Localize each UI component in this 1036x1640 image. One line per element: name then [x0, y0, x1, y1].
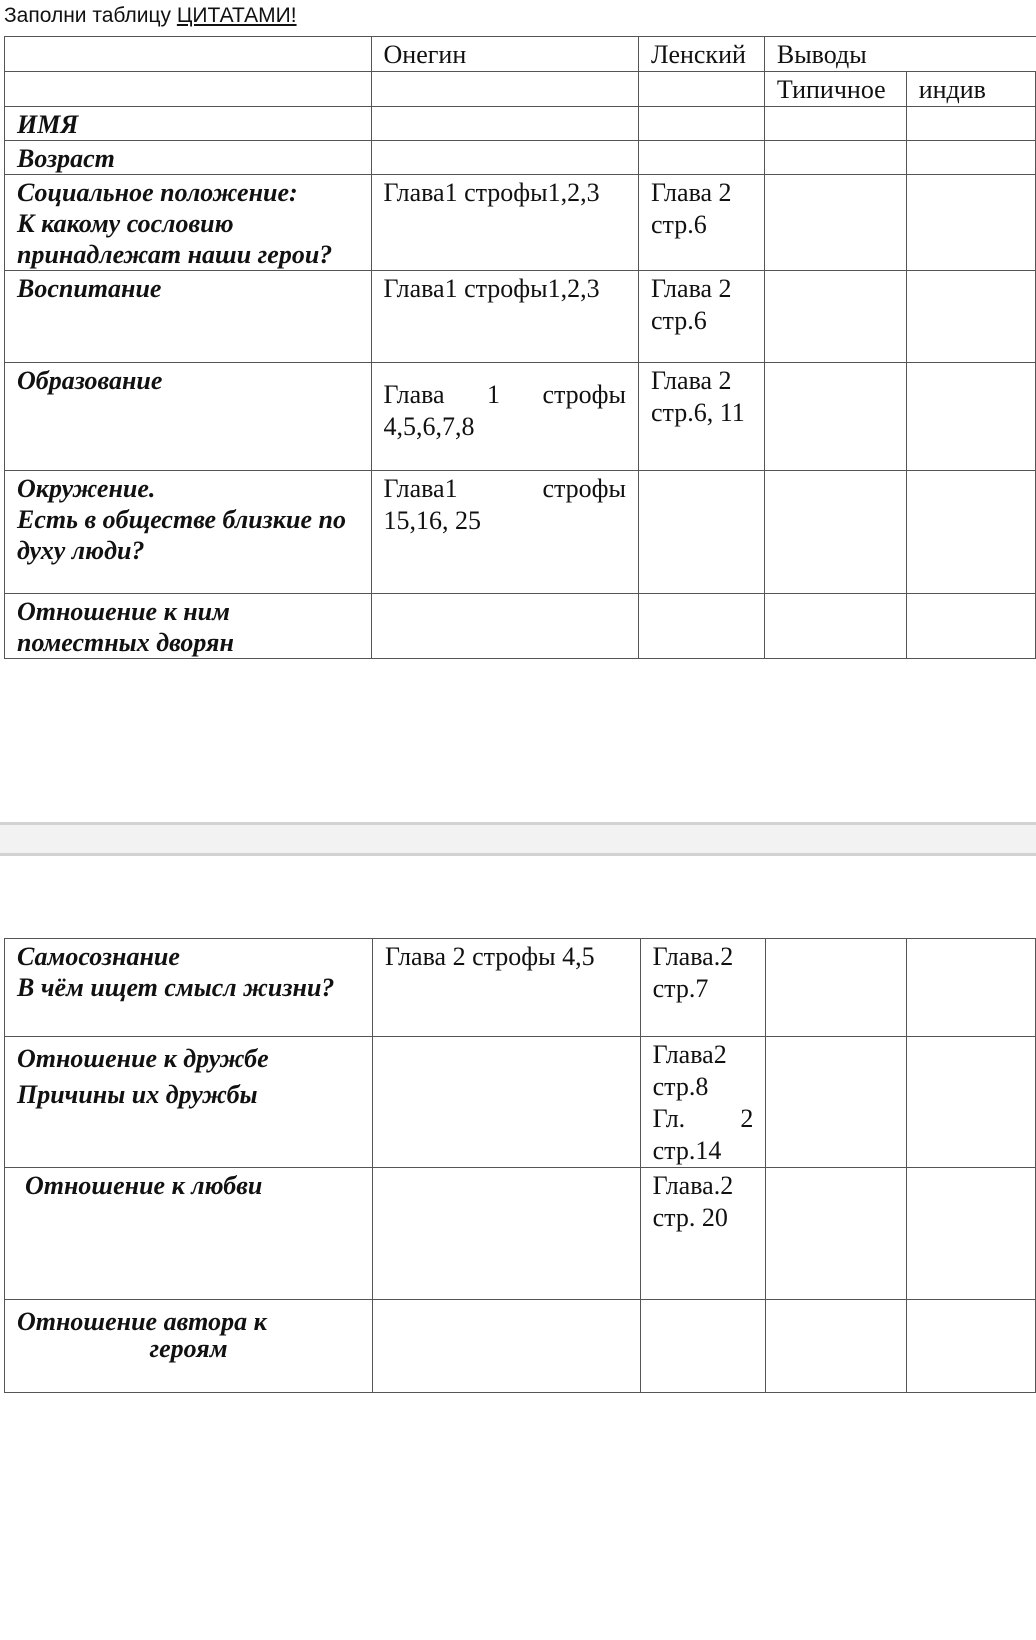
row-label: [5, 594, 372, 659]
cell-line: Глава2: [652, 1040, 727, 1069]
cell-onegin: [371, 594, 638, 659]
label-line: В чём ищет смысл жизни?: [17, 973, 335, 1002]
cell-typical: [764, 175, 906, 271]
cell-lensky: [640, 939, 766, 1037]
header-row-top: [5, 37, 1036, 72]
cell-line: 15,16, 25: [383, 506, 482, 535]
header-onegin: Онегин: [371, 37, 638, 72]
header-empty-cell: [5, 72, 372, 107]
row-label: [5, 471, 372, 594]
label-line: Отношение к ним: [17, 597, 230, 626]
cell-lensky: [638, 107, 764, 141]
row-label: [5, 939, 373, 1037]
header-individual: индив: [906, 72, 1035, 107]
row-label: Воспитание: [5, 271, 372, 363]
cell-individual: [907, 1300, 1036, 1393]
cell-typical: [766, 1300, 907, 1393]
cell-line: стр. 20: [652, 1203, 728, 1232]
row-label: [5, 175, 372, 271]
label-line: Социальное положение:: [17, 178, 298, 207]
label-line: К какому сословию: [17, 209, 234, 238]
cell-line: стр.6: [650, 306, 707, 335]
row-love: [5, 1168, 1036, 1300]
cell-onegin: [373, 1037, 641, 1168]
cell-lensky: [640, 1037, 766, 1168]
cell-onegin: [373, 1168, 641, 1300]
quotes-table-part-1: [4, 36, 1036, 659]
cell-individual: [906, 271, 1035, 363]
row-label: [5, 1037, 373, 1168]
cell-line: стр.8: [652, 1072, 709, 1101]
cell-lensky: [638, 175, 764, 271]
cell-line: стр.14: [652, 1136, 722, 1165]
label-line: Отношение к любви: [25, 1171, 263, 1200]
cell-individual: [906, 471, 1035, 594]
cell-line: Глава 1 строфы: [383, 380, 626, 409]
cell-typical: [764, 471, 906, 594]
row-label: ИМЯ: [5, 107, 372, 141]
label-line: героям: [149, 1334, 228, 1363]
cell-lensky: [640, 1168, 766, 1300]
row-education: [5, 363, 1036, 471]
row-label: [5, 1168, 373, 1300]
label-line: духу люди?: [17, 536, 145, 565]
row-friendship: [5, 1037, 1036, 1168]
label-line: Окружение.: [17, 474, 156, 503]
label-line: Отношение автора к: [17, 1307, 267, 1336]
label-line: принадлежат наши герои?: [17, 240, 333, 269]
cell-typical: [764, 363, 906, 471]
cell-typical: [766, 939, 907, 1037]
cell-onegin: Глава 2 строфы 4,5: [373, 939, 641, 1037]
header-lensky-cont: [638, 72, 764, 107]
cell-onegin: [371, 107, 638, 141]
header-onegin-cont: [371, 72, 638, 107]
cell-lensky: [638, 594, 764, 659]
cell-individual: [907, 939, 1036, 1037]
header-typical: Типичное: [764, 72, 906, 107]
page-break-separator: [0, 822, 1036, 856]
cell-lensky: [638, 471, 764, 594]
row-self-awareness: [5, 939, 1036, 1037]
cell-line: Глава1 строфы: [383, 474, 626, 503]
cell-onegin: [371, 471, 638, 594]
cell-typical: [764, 594, 906, 659]
cell-line: стр.6: [650, 210, 707, 239]
cell-individual: [906, 363, 1035, 471]
row-nobles: [5, 594, 1036, 659]
instruction-prefix: Заполни таблицу: [4, 4, 177, 27]
row-author-attitude: [5, 1300, 1036, 1393]
cell-lensky: [638, 141, 764, 175]
cell-onegin: [373, 1300, 641, 1393]
cell-lensky: [638, 271, 764, 363]
cell-line: Глава.2: [652, 1171, 734, 1200]
label-line: Самосознание: [17, 942, 180, 971]
row-label: Образование: [5, 363, 372, 471]
label-line: Есть в обществе близкие по: [17, 505, 346, 534]
cell-line: Глава 2: [650, 274, 732, 303]
header-lensky: Ленский: [638, 37, 764, 72]
cell-line: 4,5,6,7,8: [383, 412, 475, 441]
row-label: [5, 1300, 373, 1393]
cell-typical: [764, 271, 906, 363]
header-empty-cell: [5, 37, 372, 72]
quotes-table-part-2: [4, 938, 1036, 1393]
cell-line: Глава 2: [650, 366, 732, 395]
cell-onegin: Глава1 строфы1,2,3: [371, 271, 638, 363]
row-age: [5, 141, 1036, 175]
cell-line: стр.7: [652, 974, 709, 1003]
cell-onegin: [371, 363, 638, 471]
cell-typical: [766, 1037, 907, 1168]
cell-onegin: Глава1 строфы1,2,3: [371, 175, 638, 271]
row-social-status: [5, 175, 1036, 271]
cell-typical: [766, 1168, 907, 1300]
instruction-emphasis: ЦИТАТАМИ!: [176, 4, 297, 27]
cell-lensky: [640, 1300, 766, 1393]
cell-individual: [906, 141, 1035, 175]
cell-line: стр.6, 11: [650, 398, 745, 427]
cell-line: Глава 2: [650, 178, 732, 207]
label-line: Отношение к дружбе: [17, 1044, 269, 1073]
cell-individual: [906, 594, 1035, 659]
cell-individual: [906, 107, 1035, 141]
cell-individual: [907, 1168, 1036, 1300]
cell-lensky: [638, 363, 764, 471]
row-name: [5, 107, 1036, 141]
row-label: Возраст: [5, 141, 372, 175]
cell-typical: [764, 141, 906, 175]
instruction-text: [4, 4, 297, 28]
label-line: поместных дворян: [17, 628, 234, 657]
cell-onegin: [371, 141, 638, 175]
row-environment: [5, 471, 1036, 594]
cell-individual: [907, 1037, 1036, 1168]
cell-line: Гл. 2: [652, 1104, 754, 1133]
header-conclusions: Выводы: [764, 37, 1035, 72]
cell-typical: [764, 107, 906, 141]
row-upbringing: [5, 271, 1036, 363]
cell-line: Глава.2: [652, 942, 734, 971]
cell-individual: [906, 175, 1035, 271]
header-row-bottom: [5, 72, 1036, 107]
label-line: Причины их дружбы: [17, 1080, 258, 1109]
